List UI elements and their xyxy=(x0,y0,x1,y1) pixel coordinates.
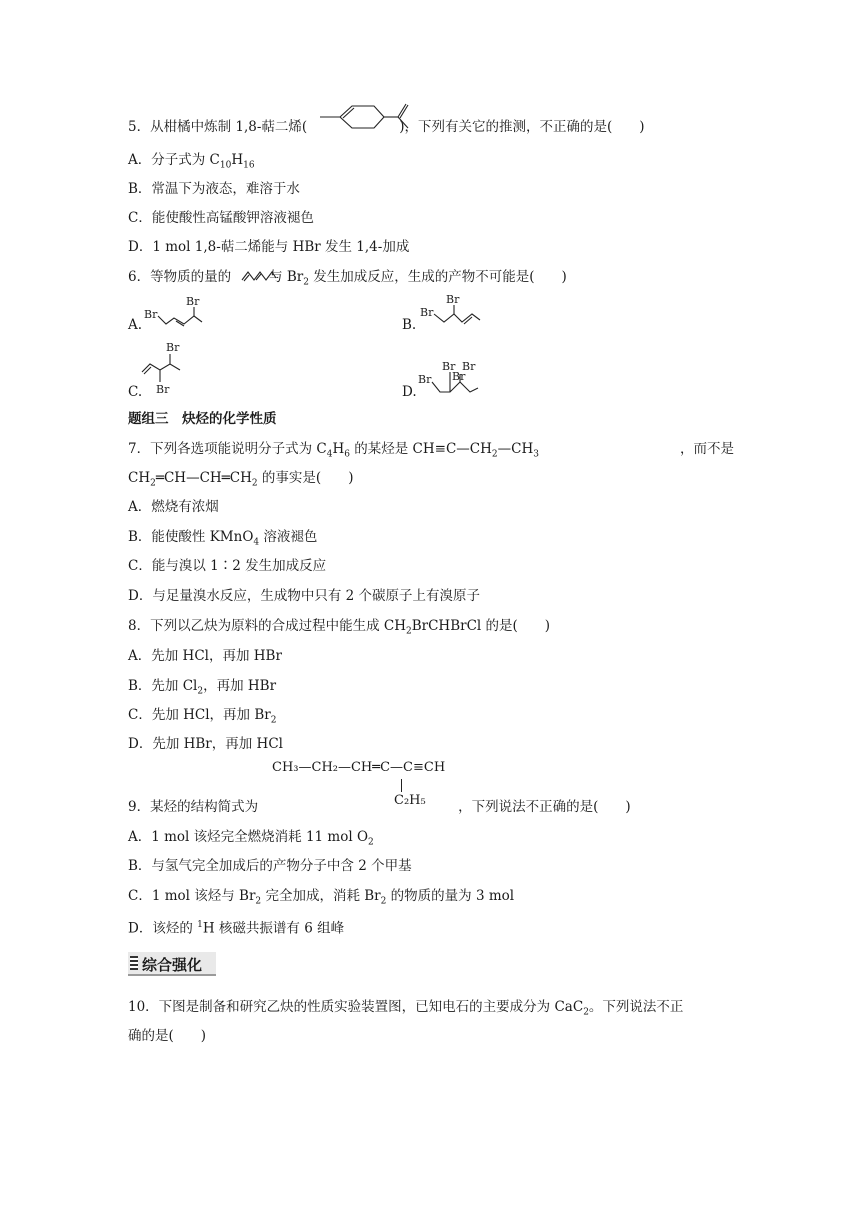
br-label: Br xyxy=(144,308,158,321)
q5-option-c: C．能使酸性高锰酸钾溶液褪色 xyxy=(128,210,314,226)
q6-option-a-label: A. xyxy=(128,317,143,333)
banner-marker-icon xyxy=(130,956,138,970)
banner-title: 综合强化 xyxy=(142,956,203,974)
q5-option-d: D．1 mol 1,8-萜二烯能与 HBr 发生 1,4-加成 xyxy=(128,239,410,255)
q7-option-a: A．燃烧有浓烟 xyxy=(128,499,219,515)
q9-option-c: C．1 mol 该烃与 $Br_2$ 完全加成，消耗 $Br_2$ 的物质的量为 3 mol xyxy=(128,888,515,907)
br-label: Br xyxy=(446,293,460,306)
q8-stem: 8．下列以乙炔为原料的合成过程中能生成 $CH_2BrCHBrCl$ 的是( ) xyxy=(128,618,551,637)
br-label: Br xyxy=(462,360,476,373)
q6-option-d-label: D. xyxy=(402,384,417,400)
q9-option-b: B．与氢气完全加成后的产物分子中含 2 个甲基 xyxy=(128,858,412,874)
section-banner xyxy=(128,952,216,974)
q9-stem: 9．某烃的结构简式为 ，下列说法不正确的是( ) xyxy=(128,799,631,815)
br-label: Br xyxy=(156,383,170,396)
q6-option-c-structure xyxy=(140,338,196,396)
q10-stem-line2: 确的是( ) xyxy=(128,1028,207,1044)
terpene-diene-structure xyxy=(318,100,410,132)
branch-bond xyxy=(401,779,402,792)
br-label: Br xyxy=(452,370,466,383)
br-label: Br xyxy=(418,373,432,386)
q6-option-a-structure xyxy=(142,294,206,332)
q6-option-b-structure xyxy=(418,292,482,332)
br-label: Br xyxy=(420,306,434,319)
q10-stem-line1: 10．下图是制备和研究乙炔的性质实验装置图，已知电石的主要成分为 CaC$_2$。下列说法不正 xyxy=(128,999,684,1018)
q5-stem: 5．从柑橘中炼制 1,8-萜二烯( )，下列有关它的推测，不正确的是( ) xyxy=(128,119,645,135)
q8-option-c: C．先加 HCl，再加 $Br_2$ xyxy=(128,707,277,726)
q9-option-d: D．该烃的 $^1$H 核磁共振谱有 6 组峰 xyxy=(128,920,345,937)
q6-stem: 6．等物质的量的 与 $Br_2$ 发生加成反应，生成的产物不可能是( ) xyxy=(128,269,567,288)
q5-option-b: B．常温下为液态，难溶于水 xyxy=(128,181,300,197)
q7-stem-line2: $CH_2═CH—CH═CH_2$ 的事实是( ) xyxy=(128,470,354,489)
q5-option-a: A．分子式为 $C_{10}H_{16}$ xyxy=(128,152,255,171)
q7-option-d: D．与足量溴水反应，生成物中只有 2 个碳原子上有溴原子 xyxy=(128,588,480,604)
q8-option-b: B．先加 $Cl_2$，再加 HBr xyxy=(128,678,277,697)
q6-option-d-structure xyxy=(416,358,486,398)
formula-branch: C₂H₅ xyxy=(394,793,426,808)
q7-option-b: B．能使酸性 KMnO$_4$ 溶液褪色 xyxy=(128,529,318,548)
formula-main-chain: CH₃—CH₂—CH═C—C≡CH xyxy=(272,760,446,775)
q7-stem-line1: 7．下列各选项能说明分子式为 $C_4H_6$ 的某烃是 $CH\equiv C—CH_2—CH_3$ ，而不是 xyxy=(128,441,734,460)
q9-option-a: A．1 mol 该烃完全燃烧消耗 11 mol $O_2$ xyxy=(128,829,374,848)
q8-option-a: A．先加 HCl，再加 HBr xyxy=(128,648,282,664)
q6-option-b-label: B. xyxy=(402,317,417,333)
hexatriene-skeleton xyxy=(240,268,278,284)
section-heading: 题组三 炔烃的化学性质 xyxy=(128,411,277,427)
br-label: Br xyxy=(166,341,180,354)
br-label: Br xyxy=(186,295,200,308)
q7-option-c: C．能与溴以 1∶2 发生加成反应 xyxy=(128,558,327,574)
q6-option-c-label: C. xyxy=(128,384,143,400)
br-label: Br xyxy=(442,360,456,373)
q8-option-d: D．先加 HBr，再加 HCl xyxy=(128,736,283,752)
q9-structural-formula xyxy=(272,760,446,808)
